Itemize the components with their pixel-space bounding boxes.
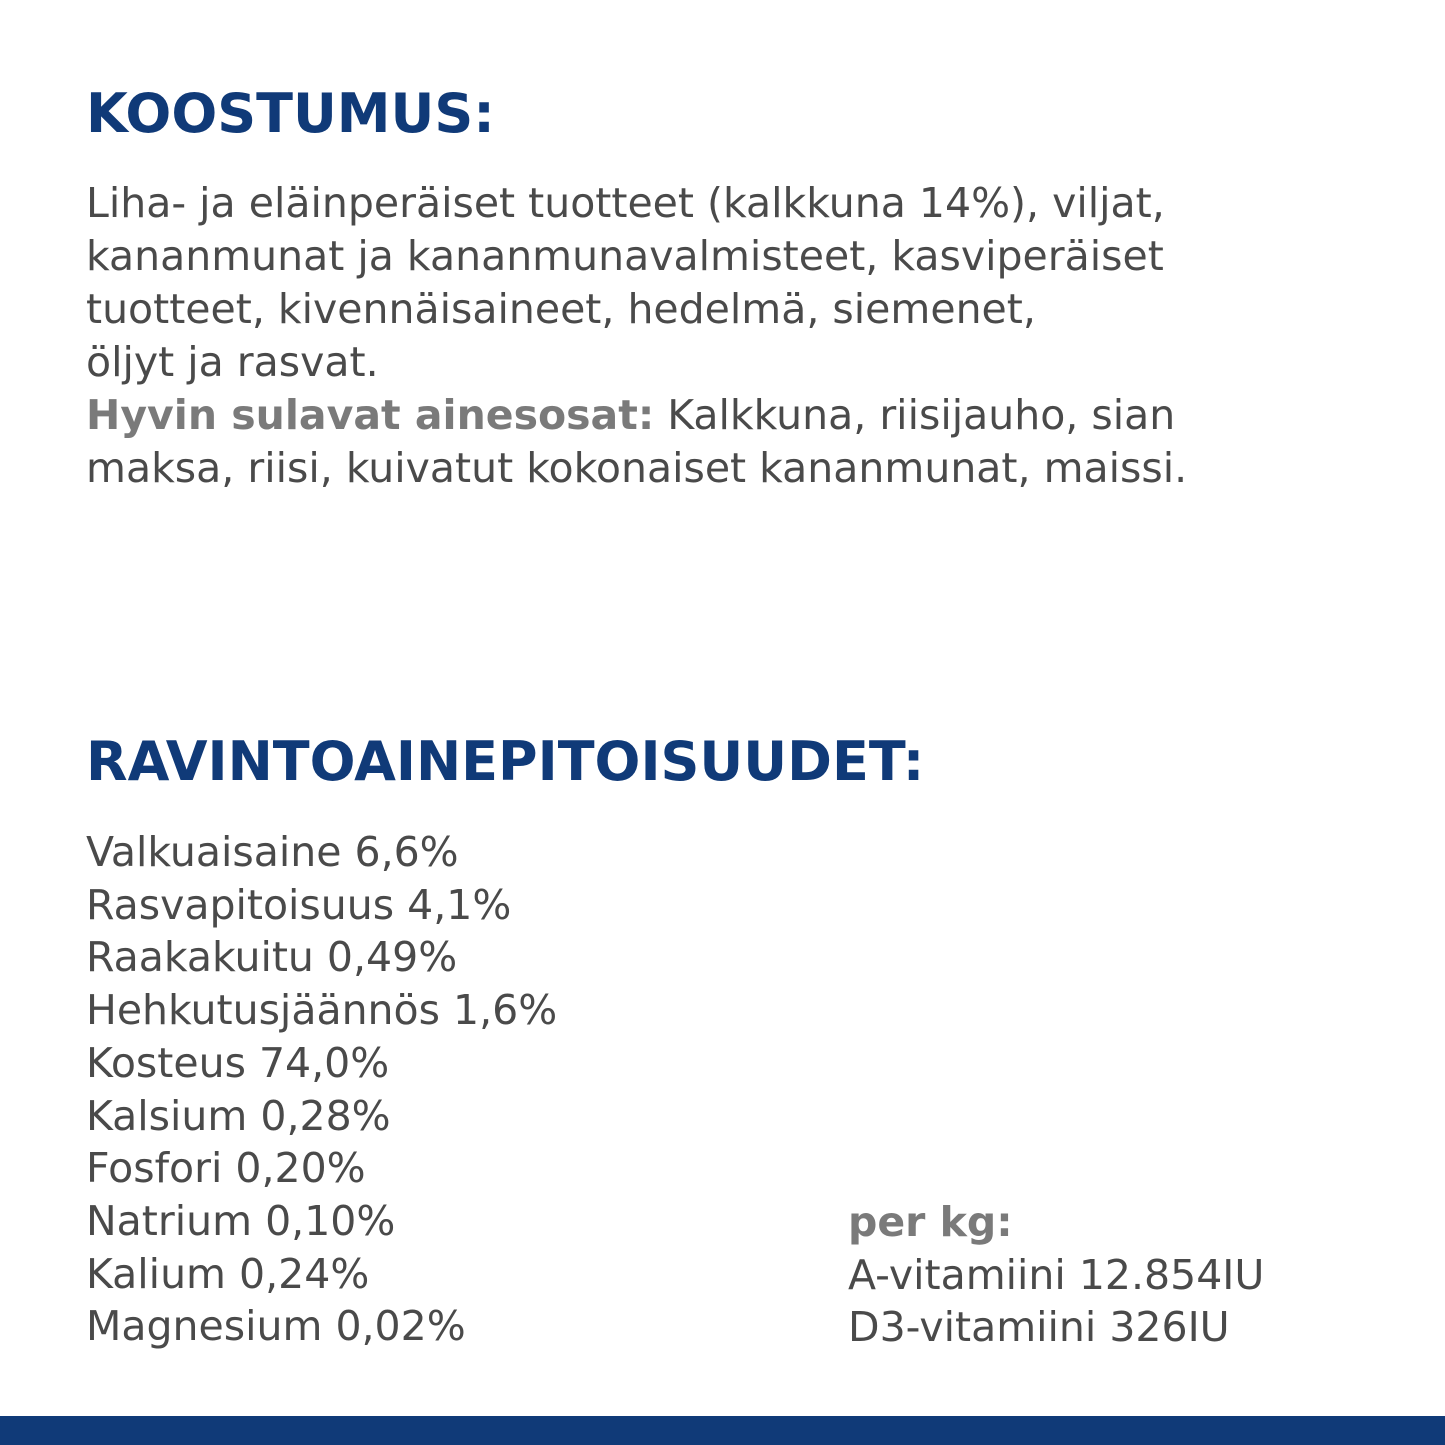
per-kg-label: per kg: xyxy=(848,1198,1013,1246)
digestible-ingredients-line xyxy=(86,389,1416,442)
vitamin-item: D3-vitamiini 326IU xyxy=(848,1303,1230,1352)
per-kg-block xyxy=(848,1196,1264,1354)
nutrition-heading: RAVINTOAINEPITOISUUDET: xyxy=(86,730,925,793)
nutrient-item: Hehkutusjäännös 1,6% xyxy=(86,986,558,1035)
vitamin-list xyxy=(848,1249,1264,1354)
composition-text xyxy=(86,177,1416,495)
vitamin-item: A-vitamiini 12.854IU xyxy=(848,1250,1265,1299)
nutrient-item: Kosteus 74,0% xyxy=(86,1038,390,1087)
nutrient-item: Valkuaisaine 6,6% xyxy=(86,828,459,876)
composition-line: Liha- ja eläinperäiset tuotteet (kalkkuna 14%), viljat, xyxy=(86,179,1165,227)
composition-line: kananmunat ja kananmunavalmisteet, kasviperäiset xyxy=(86,232,1164,280)
bottom-bar xyxy=(0,1416,1445,1445)
nutrient-item: Kalium 0,24% xyxy=(86,1249,370,1298)
composition-line: öljyt ja rasvat. xyxy=(86,338,379,386)
nutrient-item: Kalsium 0,28% xyxy=(86,1091,391,1140)
digestible-ingredients-line: maksa, riisi, kuivatut kokonaiset kananmunat, maissi. xyxy=(86,444,1188,492)
composition-heading: KOOSTUMUS: xyxy=(86,82,495,145)
nutrient-item: Natrium 0,10% xyxy=(86,1196,396,1245)
nutrient-item: Fosfori 0,20% xyxy=(86,1144,366,1193)
nutrient-item: Magnesium 0,02% xyxy=(86,1302,466,1351)
nutrient-item: Raakakuitu 0,49% xyxy=(86,933,458,982)
composition-line: tuotteet, kivennäisaineet, hedelmä, siemenet, xyxy=(86,285,1036,333)
digestible-ingredients-label: Hyvin sulavat ainesosat: xyxy=(86,391,655,439)
digestible-ingredients-text: Kalkkuna, riisijauho, sian xyxy=(654,391,1176,439)
nutrient-list xyxy=(86,826,557,1353)
nutrient-item: Rasvapitoisuus 4,1% xyxy=(86,880,512,929)
